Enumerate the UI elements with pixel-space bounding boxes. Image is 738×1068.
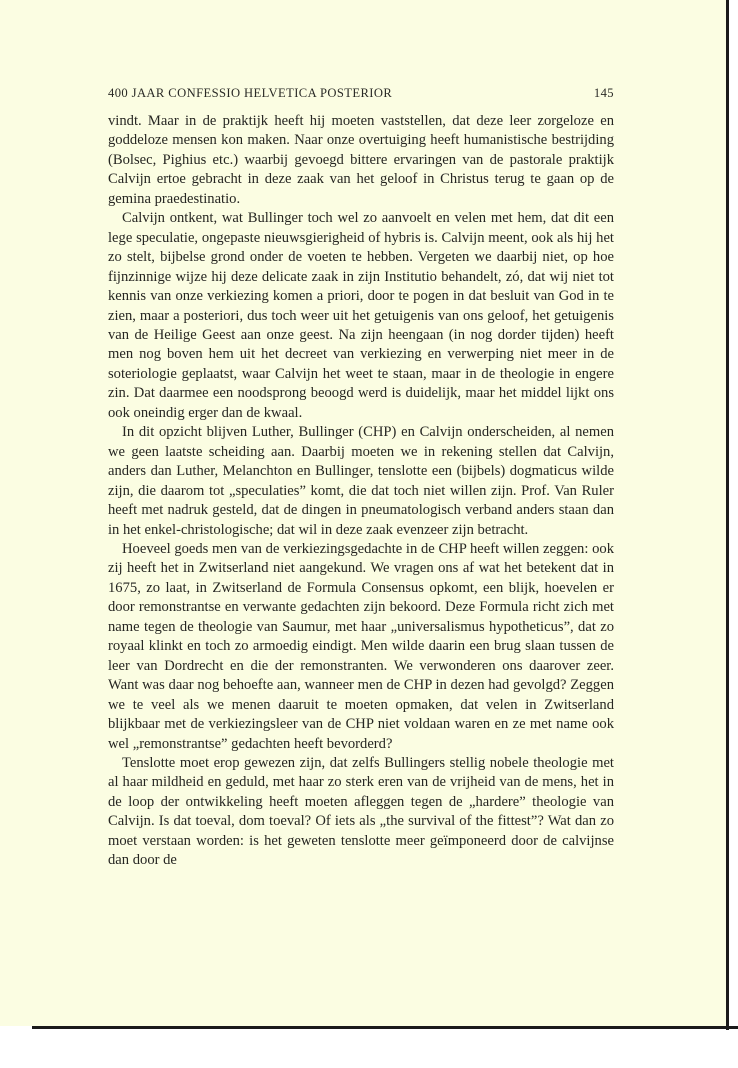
- body-text: [108, 112, 614, 871]
- running-title: 400 JAAR CONFESSIO HELVETICA POSTERIOR: [108, 86, 393, 100]
- running-header: [108, 86, 614, 101]
- page-edge-right: [726, 0, 729, 1030]
- page-number: 145: [593, 86, 614, 100]
- paragraph: Hoeveel goeds men van de verkiezingsgedachte in de CHP heeft willen zeggen: ook zij heeft het in Zwitserland niet aangekund. We vragen ons af wat het betekent dat in 1675, zo laat, in Zwitserland de Formula Consensus opkomt, een blijk, hoevelen er door remonstrantse en verwante gedachten zijn bekoord. Deze Formula richt zich met name tegen de theologie van Saumur, met haar „universalismus hypotheticus”, dat zo royaal klinkt en toch zo armoedig eindigt. Men wilde daarin een brug slaan tussen de leer van Dordrecht en die der remonstranten. We verwonderen ons daarover zeer. Want was daar nog behoefte aan, wanneer men de CHP in dezen had gevolgd? Zeggen we te veel als we menen daaruit te moeten opmaken, dat velen in Zwitserland blijkbaar met de verkiezingsleer van de CHP niet voldaan waren en ze met name ook wel „remonstrantse” gedachten heeft bevorderd?: [108, 540, 614, 752]
- page-edge-bottom: [32, 1026, 738, 1029]
- paragraph: In dit opzicht blijven Luther, Bullinger (CHP) en Calvijn onderscheiden, al nemen we geen laatste scheiding aan. Daarbij moeten we in rekening stellen dat Calvijn, anders dan Luther, Melanchton en Bullinger, tenslotte een (bijbels) dogmaticus wilde zijn, die daarom tot „speculaties” komt, die dat toch niet willen zijn. Prof. Van Ruler heeft met nadruk gesteld, dat de dingen in pneumatologisch verband anders staan dan in het enkel-christologische; dat wil in deze zaak evenzeer zijn betracht.: [108, 424, 614, 538]
- paragraph: Tenslotte moet erop gewezen zijn, dat zelfs Bullingers stellig nobele theologie met al haar mildheid en geduld, met haar zo sterk eren van de vrijheid van de mens, het in de loop der ontwikkeling heeft moeten afleggen tegen de „hardere” theologie van Calvijn. Is dat toeval, dom toeval? Of iets als „the survival of the fittest”? Wat dan zo moet verstaan worden: is het geweten tenslotte meer geïmponeerd door de calvijnse dan door de: [108, 754, 614, 869]
- paragraph: Calvijn ontkent, wat Bullinger toch wel zo aanvoelt en velen met hem, dat dit een lege speculatie, ongepaste nieuwsgierigheid of hybris is. Calvijn meent, ook als hij het zo stelt, bijbelse grond onder de voeten te hebben. Vergeten we daarbij niet, op hoe fijnzinnige wijze hij deze delicate zaak in zijn Institutio behandelt, zó, dat wij niet tot kennis van onze verkiezing komen a priori, door te pogen in dat besluit van God in te zien, maar a posteriori, dus toch weer uit het getuigenis van ons geloof, het getuigenis van de Heilige Geest aan onze geest. Na zijn heengaan (in nog dorder tijden) heeft men nog boven hem uit het decreet van verkiezing en verwerping niet meer in de soteriologie geplaatst, waar Calvijn het weet te staan, maar in de theologie in engere zin. Dat daarmee een noodsprong beoogd werd is duidelijk, maar het middel lijkt ons ook oneindig erger dan de kwaal.: [108, 210, 614, 421]
- paragraph: vindt. Maar in de praktijk heeft hij moeten vaststellen, dat deze leer zorgeloze en goddeloze mensen kon maken. Naar onze overtuiging heeft humanistische bestrijding (Bolsec, Pighius etc.) waarbij gevoegd bittere ervaringen van de pastorale praktijk Calvijn ertoe gebracht in deze zaak van het geloof in Christus terug te gaan op de gemina praedestinatio.: [108, 113, 614, 207]
